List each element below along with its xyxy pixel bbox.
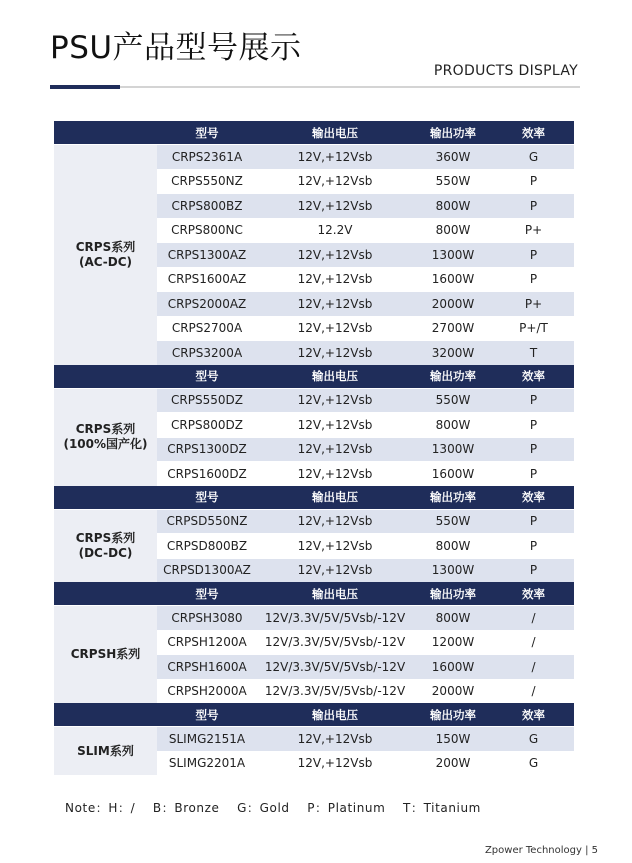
header-voltage: 输出电压 [257, 486, 413, 510]
cell-voltage: 12V,+12Vsb [257, 316, 413, 341]
cell-power: 1300W [413, 243, 493, 268]
cell-model: CRPS800NC [157, 218, 257, 243]
cell-power: 1600W [413, 655, 493, 680]
cell-efficiency: P [493, 509, 574, 534]
table-row [54, 606, 574, 631]
table-header-row [54, 365, 574, 389]
header-model: 型号 [157, 121, 257, 145]
cell-power: 150W [413, 727, 493, 752]
cell-efficiency: T [493, 341, 574, 365]
cell-voltage: 12V,+12Vsb [257, 243, 413, 268]
cell-voltage: 12V,+12Vsb [257, 194, 413, 219]
cell-voltage: 12V/3.3V/5V/5Vsb/-12V [257, 630, 413, 655]
cell-efficiency: P [493, 169, 574, 194]
cell-model: CRPSH2000A [157, 679, 257, 703]
header-power: 输出功率 [413, 582, 493, 606]
table-header-row [54, 582, 574, 606]
page-footer: Zpower Technology | 5 [484, 845, 598, 856]
cell-efficiency: P [493, 437, 574, 462]
cell-power: 3200W [413, 341, 493, 365]
cell-model: CRPSD550NZ [157, 509, 257, 534]
cell-voltage: 12V,+12Vsb [257, 462, 413, 486]
cell-voltage: 12V/3.3V/5V/5Vsb/-12V [257, 606, 413, 631]
table-row [54, 145, 574, 170]
cell-power: 360W [413, 145, 493, 170]
header-efficiency: 效率 [493, 582, 574, 606]
cell-voltage: 12V/3.3V/5V/5Vsb/-12V [257, 679, 413, 703]
cell-model: CRPS1300DZ [157, 437, 257, 462]
cell-efficiency: P [493, 243, 574, 268]
header-model: 型号 [157, 365, 257, 389]
series-category-cell [54, 727, 157, 776]
psu-spec-table [54, 121, 574, 775]
header-power: 输出功率 [413, 703, 493, 727]
table-row [54, 388, 574, 413]
header-voltage: 输出电压 [257, 703, 413, 727]
cell-power: 1300W [413, 558, 493, 582]
cell-power: 800W [413, 413, 493, 438]
header-efficiency: 效率 [493, 703, 574, 727]
table-header-row [54, 703, 574, 727]
cell-voltage: 12V,+12Vsb [257, 145, 413, 170]
cell-model: CRPS800BZ [157, 194, 257, 219]
cell-efficiency: P [493, 413, 574, 438]
title-divider [50, 86, 580, 88]
header-blank-cell [54, 486, 157, 510]
header-voltage: 输出电压 [257, 582, 413, 606]
cell-voltage: 12V,+12Vsb [257, 437, 413, 462]
cell-model: CRPS2000AZ [157, 292, 257, 317]
cell-model: SLIMG2201A [157, 751, 257, 775]
series-name: CRPS系列 [75, 530, 136, 545]
cell-power: 800W [413, 606, 493, 631]
cell-model: CRPS2700A [157, 316, 257, 341]
header-efficiency: 效率 [493, 365, 574, 389]
cell-model: CRPS1600DZ [157, 462, 257, 486]
header-blank-cell [54, 121, 157, 145]
cell-voltage: 12V,+12Vsb [257, 413, 413, 438]
series-name: CRPS系列 [75, 422, 136, 436]
cell-power: 1200W [413, 630, 493, 655]
cell-voltage: 12V,+12Vsb [257, 169, 413, 194]
cell-efficiency: P [493, 462, 574, 486]
cell-model: CRPS1300AZ [157, 243, 257, 268]
series-category-cell [54, 388, 157, 486]
cell-efficiency: G [493, 751, 574, 775]
cell-model: CRPS2361A [157, 145, 257, 170]
series-category-cell [54, 509, 157, 582]
cell-voltage: 12V,+12Vsb [257, 751, 413, 775]
cell-voltage: 12V,+12Vsb [257, 509, 413, 534]
series-category-cell [54, 145, 157, 365]
cell-voltage: 12V/3.3V/5V/5Vsb/-12V [257, 655, 413, 680]
series-name: CRPSH系列 [70, 647, 141, 661]
header-power: 输出功率 [413, 121, 493, 145]
cell-voltage: 12V,+12Vsb [257, 534, 413, 559]
cell-model: CRPSH1600A [157, 655, 257, 680]
series-subtype: (AC-DC) [78, 254, 133, 269]
spec-table-body [54, 121, 574, 775]
header-efficiency: 效率 [493, 486, 574, 510]
cell-power: 2700W [413, 316, 493, 341]
cell-model: CRPS800DZ [157, 413, 257, 438]
header-power: 输出功率 [413, 486, 493, 510]
series-category-cell [54, 606, 157, 704]
header-blank-cell [54, 582, 157, 606]
cell-voltage: 12V,+12Vsb [257, 727, 413, 752]
cell-efficiency: / [493, 655, 574, 680]
cell-model: CRPSH1200A [157, 630, 257, 655]
cell-efficiency: / [493, 606, 574, 631]
cell-voltage: 12V,+12Vsb [257, 388, 413, 413]
page-title: PSU产品型号展示 [50, 30, 302, 66]
series-subtype: (DC-DC) [78, 545, 133, 560]
cell-model: CRPSH3080 [157, 606, 257, 631]
cell-model: CRPS3200A [157, 341, 257, 365]
cell-model: CRPS550NZ [157, 169, 257, 194]
cell-power: 2000W [413, 292, 493, 317]
cell-efficiency: P+ [493, 218, 574, 243]
cell-power: 800W [413, 534, 493, 559]
table-row [54, 509, 574, 534]
cell-model: SLIMG2151A [157, 727, 257, 752]
header-voltage: 输出电压 [257, 121, 413, 145]
table-header-row [54, 486, 574, 510]
page-subtitle: PRODUCTS DISPLAY [433, 63, 578, 79]
cell-model: CRPS1600AZ [157, 267, 257, 292]
header-blank-cell [54, 703, 157, 727]
cell-power: 800W [413, 218, 493, 243]
cell-efficiency: G [493, 727, 574, 752]
table-row [54, 727, 574, 752]
cell-voltage: 12V,+12Vsb [257, 341, 413, 365]
cell-power: 550W [413, 509, 493, 534]
cell-power: 800W [413, 194, 493, 219]
legend-note: Note：H：/ B：Bronze G：Gold P：Platinum T：Titanium [65, 801, 481, 815]
cell-model: CRPSD1300AZ [157, 558, 257, 582]
cell-efficiency: P [493, 558, 574, 582]
table-header-row [54, 121, 574, 145]
title-accent-bar [50, 85, 120, 89]
cell-efficiency: / [493, 630, 574, 655]
cell-power: 200W [413, 751, 493, 775]
series-subtype: (100%国产化) [63, 437, 148, 451]
cell-voltage: 12V,+12Vsb [257, 292, 413, 317]
header-model: 型号 [157, 582, 257, 606]
header-power: 输出功率 [413, 365, 493, 389]
header-model: 型号 [157, 486, 257, 510]
cell-efficiency: G [493, 145, 574, 170]
cell-voltage: 12.2V [257, 218, 413, 243]
series-name: SLIM系列 [77, 743, 134, 758]
series-name: CRPS系列 [75, 239, 136, 254]
cell-power: 1300W [413, 437, 493, 462]
cell-power: 550W [413, 388, 493, 413]
cell-efficiency: P+/T [493, 316, 574, 341]
header-voltage: 输出电压 [257, 365, 413, 389]
cell-efficiency: P [493, 388, 574, 413]
header-efficiency: 效率 [493, 121, 574, 145]
cell-model: CRPSD800BZ [157, 534, 257, 559]
cell-efficiency: P+ [493, 292, 574, 317]
cell-power: 2000W [413, 679, 493, 703]
header-model: 型号 [157, 703, 257, 727]
cell-efficiency: / [493, 679, 574, 703]
cell-efficiency: P [493, 267, 574, 292]
cell-voltage: 12V,+12Vsb [257, 267, 413, 292]
cell-power: 1600W [413, 267, 493, 292]
cell-voltage: 12V,+12Vsb [257, 558, 413, 582]
cell-power: 1600W [413, 462, 493, 486]
cell-power: 550W [413, 169, 493, 194]
cell-model: CRPS550DZ [157, 388, 257, 413]
cell-efficiency: P [493, 194, 574, 219]
cell-efficiency: P [493, 534, 574, 559]
header-blank-cell [54, 365, 157, 389]
